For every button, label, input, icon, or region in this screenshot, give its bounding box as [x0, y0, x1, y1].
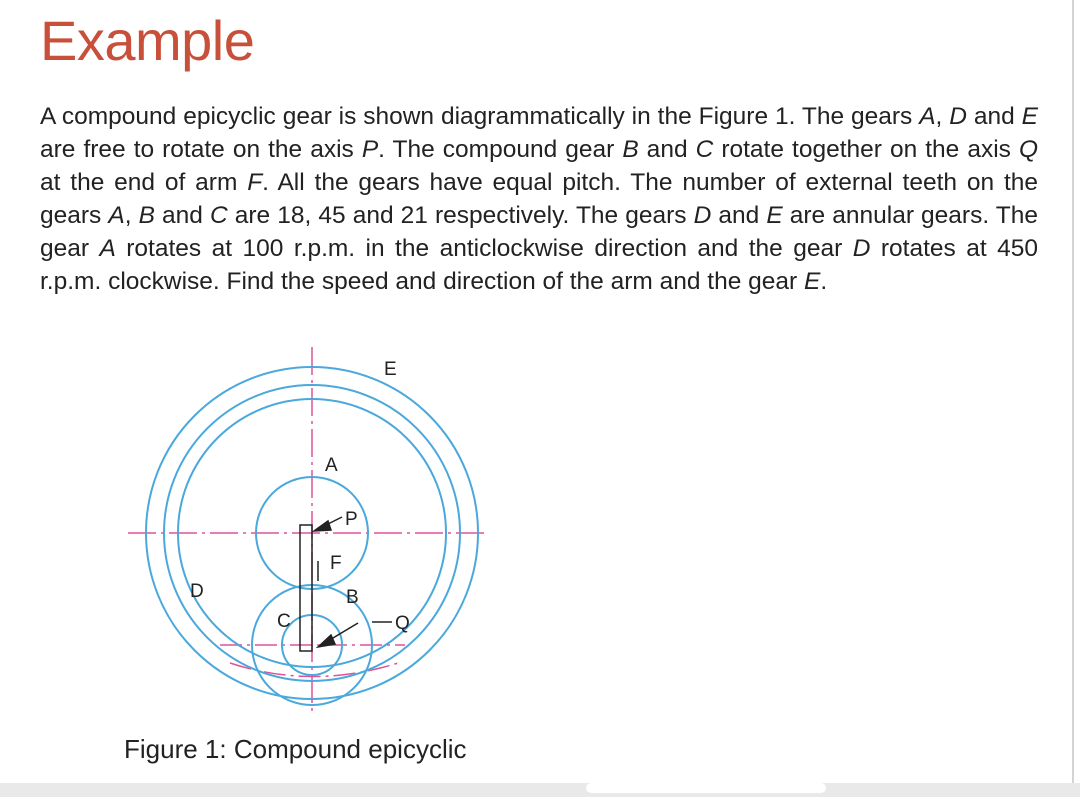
label-a: A	[325, 455, 338, 476]
label-d: D	[190, 581, 204, 602]
slide-title: Example	[40, 9, 255, 72]
gear-ref: D	[949, 103, 967, 130]
text-segment: .	[820, 268, 828, 295]
gear-ref: A	[108, 202, 125, 229]
gear-ref: D	[693, 202, 712, 229]
gear-ref: E	[766, 202, 783, 229]
text-segment: . The compound gear	[378, 136, 623, 163]
gear-ref: C	[695, 136, 714, 163]
gear-ref: C	[209, 202, 228, 229]
arrow-q-head	[318, 635, 335, 647]
text-segment: at the end of arm	[40, 169, 248, 196]
label-b: B	[346, 587, 359, 608]
text-segment: are 18, 45 and 21 respectively. The gears	[227, 202, 694, 229]
text-segment: rotates at 450 r.p.m. clockwise. Find the speed and direction of the arm and the gear	[40, 235, 1038, 295]
label-f: F	[330, 553, 342, 574]
gear-ref: D	[852, 235, 871, 262]
scrollbar-thumb[interactable]	[586, 783, 826, 793]
gear-ref: A	[99, 235, 116, 262]
gear-ref: B	[622, 136, 639, 163]
text-segment: ,	[124, 202, 139, 229]
figure-caption: Figure 1: Compound epicyclic	[124, 734, 467, 764]
gear-diagram	[120, 345, 500, 725]
arm-ref: F	[247, 169, 263, 196]
label-c: C	[277, 611, 291, 632]
bottom-scrollbar[interactable]	[0, 783, 1080, 797]
text-segment: and	[154, 202, 210, 229]
text-segment: rotate together on the axis	[713, 136, 1019, 163]
axis-ref: P	[361, 136, 379, 163]
text-segment: . All the gears have equal pitch. The number of external teeth on the gears	[40, 169, 1038, 229]
problem-statement	[40, 100, 1038, 298]
text-segment: are free to rotate on the axis	[40, 136, 362, 163]
text-segment: and	[966, 103, 1022, 130]
text-segment: A compound epicyclic gear is shown diagrammatically in the Figure 1. The gears	[40, 103, 920, 130]
gear-ref: A	[919, 103, 936, 130]
text-segment: rotates at 100 r.p.m. in the anticlockwise direction and the gear	[115, 235, 853, 262]
arrow-p-head	[314, 521, 331, 531]
label-e: E	[384, 359, 397, 380]
axis-ref: Q	[1018, 136, 1038, 163]
text-segment: and	[638, 136, 696, 163]
label-p: P	[345, 509, 358, 530]
gear-ref: E	[804, 268, 821, 295]
text-segment: ,	[935, 103, 950, 130]
text-segment: are annular gears. The gear	[40, 202, 1038, 262]
text-segment: and	[711, 202, 767, 229]
gear-ref: E	[1021, 103, 1038, 130]
gear-ref: B	[138, 202, 155, 229]
label-q: Q	[395, 613, 410, 634]
